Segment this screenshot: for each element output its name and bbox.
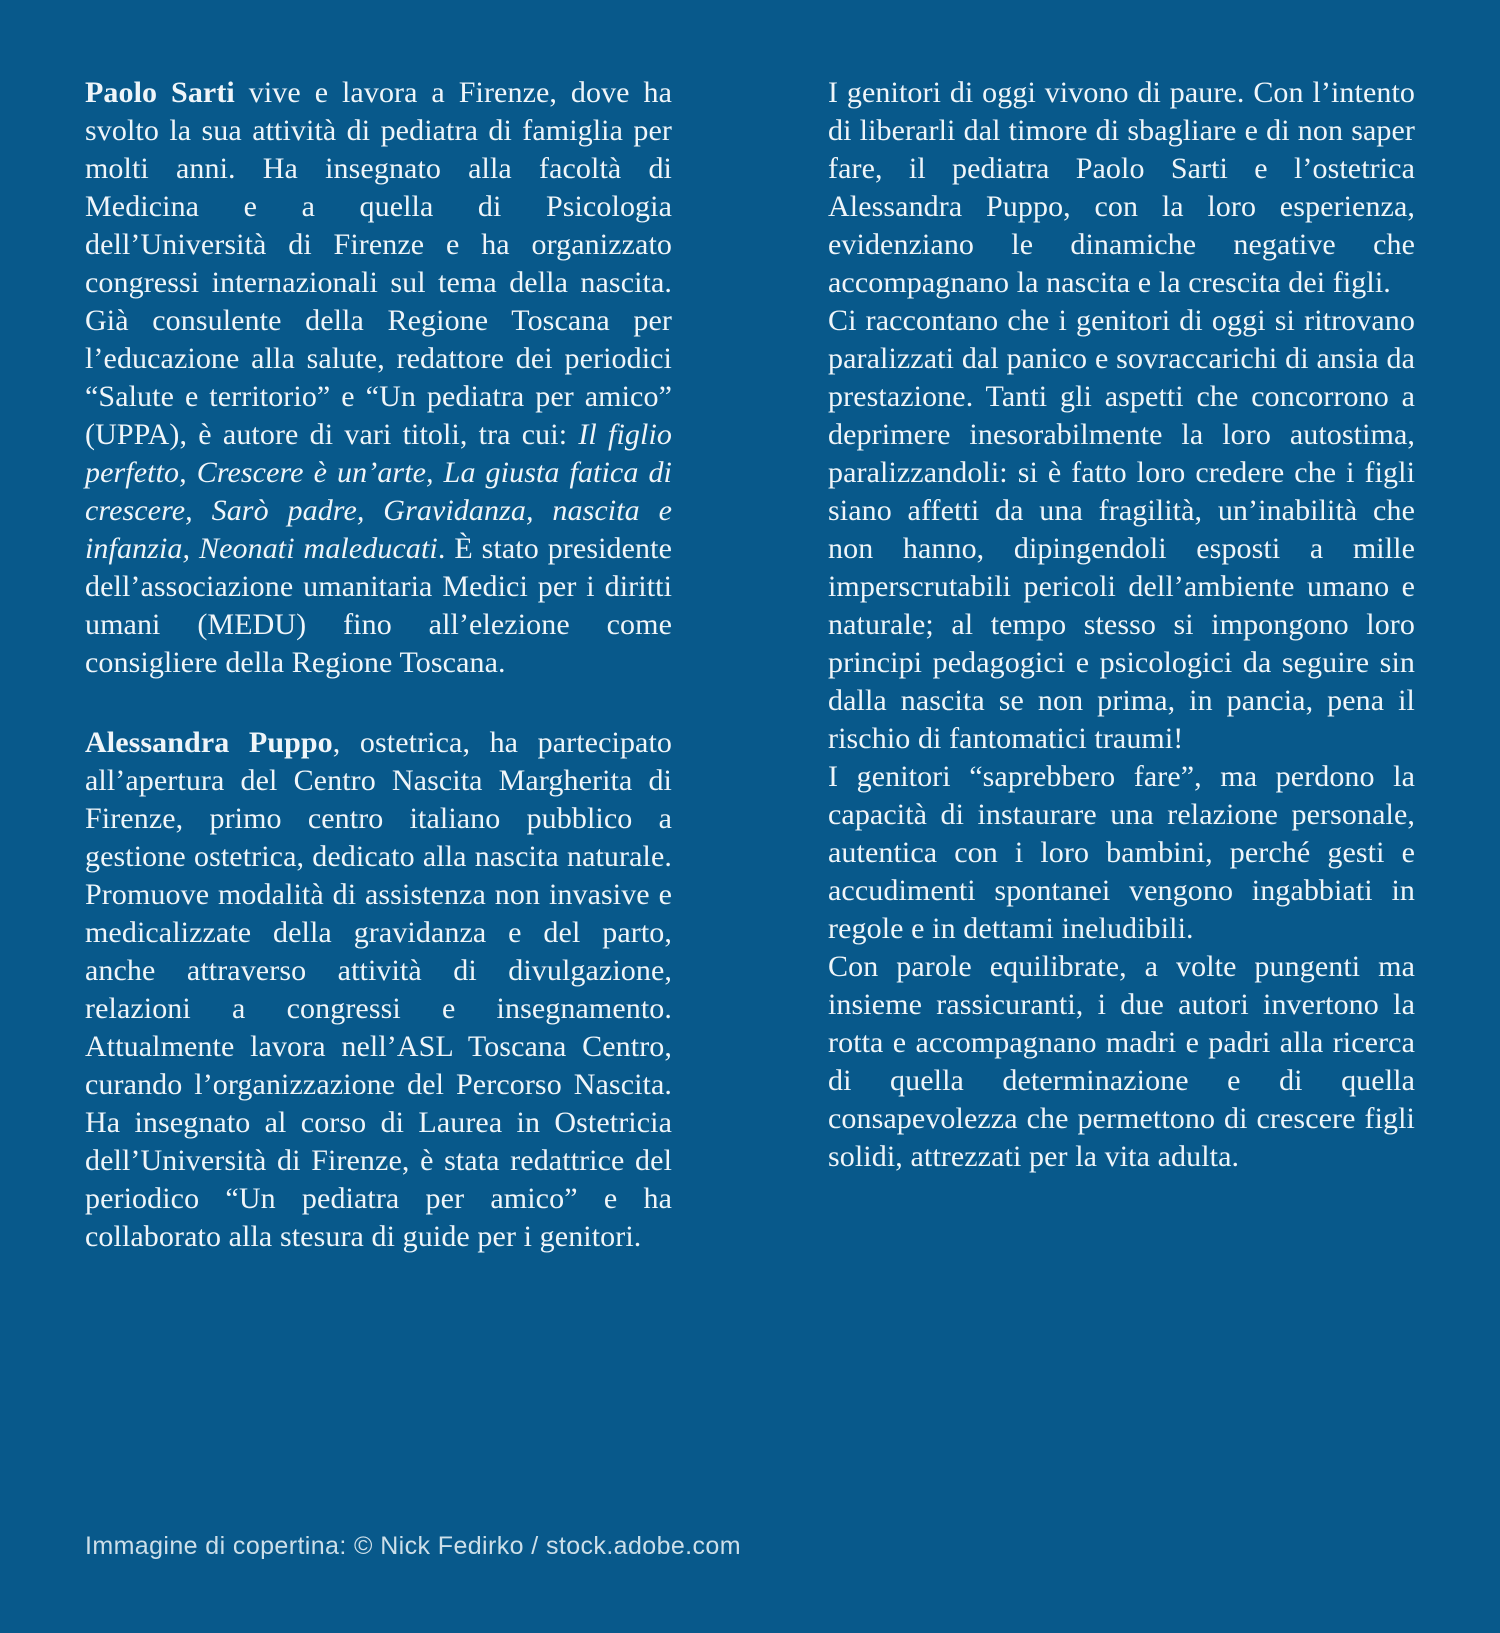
- text-segment-normal: . È stato presidente dell’associazione umanitaria Medici per i diritti umani (MEDU) fino all’elezione come consigliere della Regione Toscana.: [85, 532, 672, 679]
- text-segment-normal: vive e lavora a Firenze, dove ha svolto la sua attività di pediatra di famiglia per molti anni. Ha insegnato alla facoltà di Medicina e a quella di Psicologia dell’Università di Firenze e ha organizzato congressi internazionali sul tema della nascita. Già consulente della Regione Toscana per l’educazione alla salute, redattore dei periodici “Salute e territorio” e “Un pediatra per amico” (UPPA), è autore di vari titoli, tra cui:: [85, 76, 672, 451]
- paragraph-alessandra-puppo-bio: [85, 724, 672, 1256]
- paragraph-description-fears: Ci raccontano che i genitori di oggi si ritrovano paralizzati dal panico e sovraccarichi di ansia da prestazione. Tanti gli aspetti che concorrono a deprimere inesorabilmente la loro autostima, paralizzandoli: si è fatto loro credere che i figli siano affetti da una fragilità, un’inabilità che non hanno, dipingendoli esposti a mille imperscrutabili pericoli dell’ambiente umano e naturale; al tempo stesso si impongono loro principi pedagogici e psicologici da seguire sin dalla nascita se non prima, in pancia, pena il rischio di fantomatici traumi!: [828, 304, 1415, 755]
- cover-image-credit: Immagine di copertina: © Nick Fedirko / stock.adobe.com: [85, 1532, 741, 1560]
- text-columns: [85, 74, 1415, 1256]
- text-segment-normal: , ostetrica, ha partecipato all’apertura del Centro Nascita Margherita di Firenze, primo centro italiano pubblico a gestione ostetrica, dedicato alla nascita naturale. Promuove modalità di assistenza non invasive e medicalizzate della gravidanza e del parto, anche attraverso attività di divulgazione, relazioni a congressi e insegnamento. Attualmente lavora nell’ASL Toscana Centro, curando l’organizzazione del Percorso Nascita. Ha insegnato al corso di Laurea in Ostetricia dell’Università di Firenze, è stata redattrice del periodico “Un pediatra per amico” e ha collaborato alla stesura di guide per i genitori.: [85, 726, 672, 1253]
- text-segment-bold: Paolo Sarti: [85, 76, 235, 109]
- paragraph-description-intro: I genitori di oggi vivono di paure. Con l’intento di liberarli dal timore di sbagliare e di non saper fare, il pediatra Paolo Sarti e l’ostetrica Alessandra Puppo, con la loro esperienza, evidenziano le dinamiche negative che accompagnano la nascita e la crescita dei figli.: [828, 76, 1415, 299]
- paragraph-description-parents: I genitori “saprebbero fare”, ma perdono la capacità di instaurare una relazione personale, autentica con i loro bambini, perché gesti e accudimenti spontanei vengono ingabbiati in regole e in dettami ineludibili.: [828, 760, 1415, 945]
- paragraph-paolo-sarti-bio: [85, 74, 672, 682]
- text-segment-bold: Alessandra Puppo: [85, 726, 333, 759]
- text-segment-italic: Il figlio perfetto, Crescere è un’arte, La giusta fatica di crescere, Sarò padre, Gravidanza, nascita e infanzia, Neonati maleducati: [85, 418, 672, 565]
- paragraph-description-conclusion: Con parole equilibrate, a volte pungenti ma insieme rassicuranti, i due autori invertono la rotta e accompagnano madri e padri alla ricerca di quella determinazione e di quella consapevolezza che permettono di crescere figli solidi, attrezzati per la vita adulta.: [828, 950, 1415, 1173]
- left-column-author-bios: [85, 74, 672, 1256]
- right-column-book-description: [828, 74, 1415, 1256]
